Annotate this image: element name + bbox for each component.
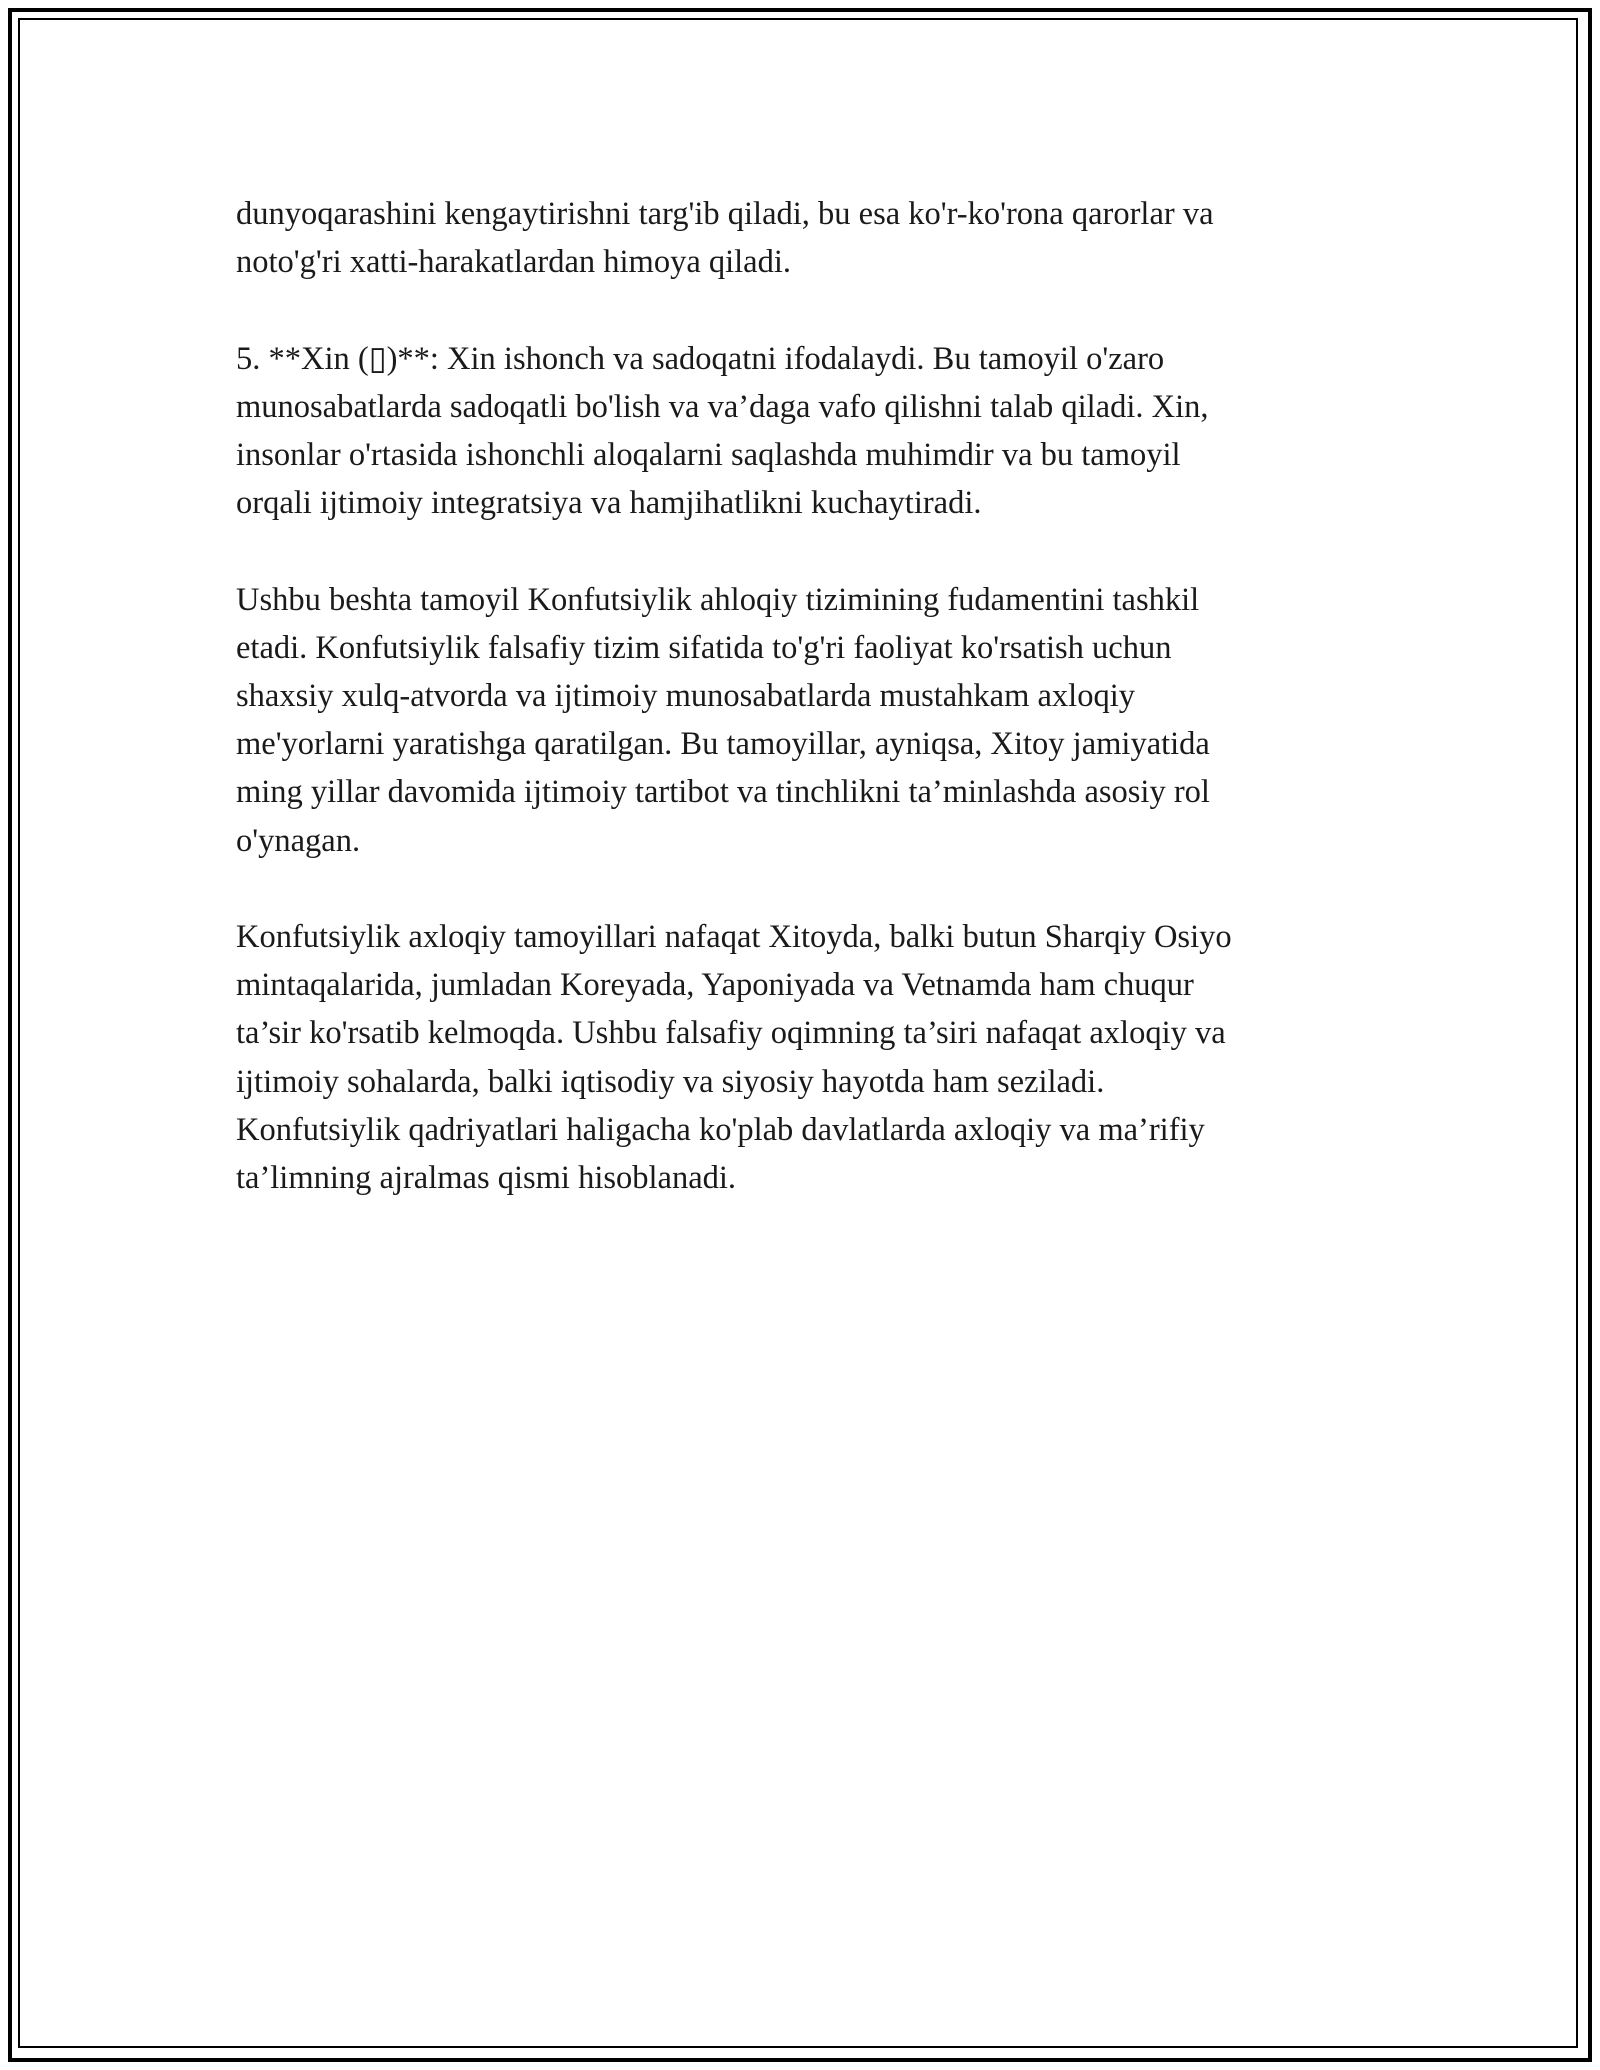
paragraph-xin-principle: 5. **Xin (▯)**: Xin ishonch va sadoqatni ifodalaydi. Bu tamoyil o'zaro munosabatlarda sadoqatli bo'lish va va’daga vafo qilishni talab qiladi. Xin, insonlar o'rtasida ishonchli aloqalarni saqlashda muhimdir va bu tamoyil orqali ijtimoiy integratsiya va hamjihatlikni kuchaytiradi. <box>236 340 1209 522</box>
paragraph-five-principles-summary: Ushbu beshta tamoyil Konfutsiylik ahloqiy tizimining fudamentini tashkil etadi. Konfutsiylik falsafiy tizim sifatida to'g'ri faoliyat ko'rsatish uchun shaxsiy xulq-atvorda va ijtimoiy munosabatlarda mustahkam axloqiy me'yorlarni yaratishga qaratilgan. Bu tamoyillar, ayniqsa, Xitoy jamiyatida ming yillar davomida ijtimoiy tartibot va tinchlikni ta’minlashda asosiy rol o'ynagan. <box>236 581 1210 859</box>
paragraph-east-asia-influence: Konfutsiylik axloqiy tamoyillari nafaqat Xitoyda, balki butun Sharqiy Osiyo mintaqalarida, jumladan Koreyada, Yaponiyada va Vetnamda ham chuqur ta’sir ko'rsatib kelmoqda. Ushbu falsafiy oqimning ta’siri nafaqat axloqiy va ijtimoiy sohalarda, balki iqtisodiy va siyosiy hayotda ham seziladi. Konfutsiylik qadriyatlari haligacha ko'plab davlatlarda axloqiy va ma’rifiy ta’limning ajralmas qismi hisoblanadi. <box>236 919 1232 1197</box>
paragraph-continuation: dunyoqarashini kengaytirishni targ'ib qiladi, bu esa ko'r-ko'rona qarorlar va noto'g'ri xatti-harakatlardan himoya qiladi. <box>236 196 1214 281</box>
document-body <box>236 190 1366 1250</box>
